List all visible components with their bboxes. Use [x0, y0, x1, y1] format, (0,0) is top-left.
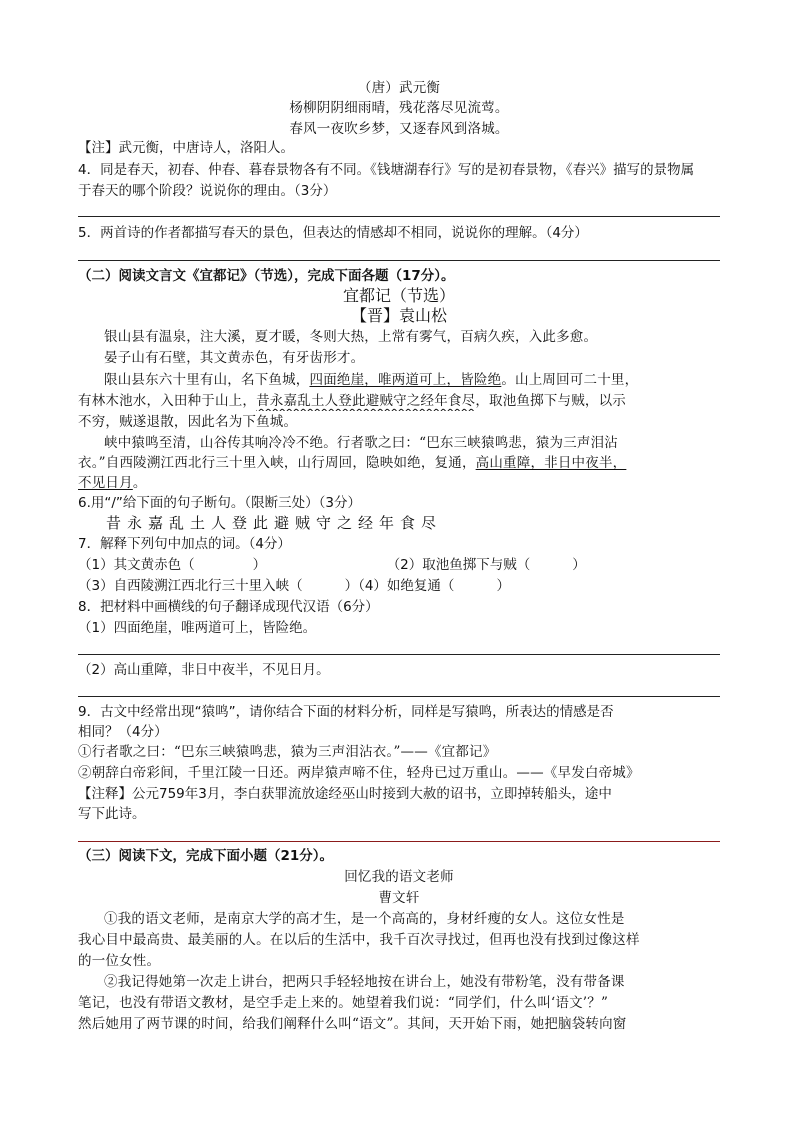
annotation-line-1: 【注释】公元759年3月，李白获罪流放途经巫山时接到大赦的诏书，立即掉转船头，途中 [78, 786, 612, 802]
question-8-item-2: （2）高山重障，非日中夜半，不见日月。 [78, 662, 330, 678]
text-segment: 限山县东六十里有山，名下鱼城， [104, 372, 310, 388]
question-7-row-1 [78, 555, 720, 575]
question-4-line-2: 于春天的哪个阶段？说说你的理由。（3分） [78, 183, 337, 199]
question-8-item-1: （1）四面绝崖，唯两道可上，皆险绝。 [78, 620, 317, 636]
text-paragraph-1: 银山县有温泉，注大溪，夏才暖，冬则大热，上常有雾气，百病久疾，入此多愈。 [104, 329, 598, 345]
text-paragraph-4-line-1: 峡中猿鸣至清，山谷传其响冷冷不绝。行者歌之曰：“巴东三峡猿鸣悲，猿为三声泪沾 [104, 435, 619, 451]
poem-line-2: 春风一夜吹乡梦，又逐春风到洛城。 [289, 121, 509, 137]
article-paragraph-2-line-2: 笔记，也没有带语文教材，是空手走上来的。她望着我们说：“同学们，什么叫‘语文’？” [78, 995, 609, 1011]
paren-close: ） [252, 557, 267, 573]
answer-line-q4[interactable] [78, 216, 720, 217]
section-3-heading: （三）阅读下文，完成下面小题（21分）。 [78, 848, 334, 864]
text-segment: ，取池鱼掷下与贼，以示 [475, 393, 627, 409]
article-author: 曹文轩 [378, 890, 420, 906]
answer-line-q5[interactable] [78, 260, 720, 261]
poem-line-1: 杨柳阴阴细雨晴，残花落尽见流莺。 [289, 100, 509, 116]
paren-close: ） [572, 557, 586, 573]
answer-line-q8-2[interactable] [78, 696, 720, 697]
q7-item-3: （3）自西陵溯江西北行三十里入峡（ [78, 578, 303, 594]
text-paragraph-3-line-3: 不穷，贼遂退散，因此名为下鱼城。 [78, 414, 298, 430]
question-5: 5．两首诗的作者都描写春天的景色，但表达的情感却不相同，说说你的理解。（4分） [78, 225, 588, 241]
underlined-sentence-1: 四面绝崖，唯两道可上，皆险绝 [309, 372, 502, 388]
article-title: 回忆我的语文老师 [344, 869, 454, 885]
question-8: 8．把材料中画横线的句子翻译成现代汉语（6分） [78, 599, 379, 615]
text-paragraph-4-line-3 [78, 473, 720, 493]
question-4-line-1: 4．同是春天，初春、仲春、暮春景物各有不同。《钱塘湖春行》写的是初春景物，《春兴》描写的景物属 [78, 162, 695, 178]
poem-author: （唐）武元衡 [357, 80, 441, 96]
section-2-heading: （二）阅读文言文《宜都记》（节选），完成下面各题（17分）。 [78, 268, 455, 284]
text-segment: 衣。”自西陵溯江西北行三十里入峡，山行周回，隐映如绝，复通， [78, 455, 476, 471]
text-paragraph-4-line-2 [78, 453, 720, 473]
text-author: 【晋】袁山松 [350, 306, 447, 325]
material-1: ①行者歌之曰：“巴东三峡猿鸣悲，猿为三声泪沾衣。”——《宜都记》 [78, 744, 497, 760]
article-paragraph-1-line-1: ①我的语文老师，是南京大学的高才生，是一个高高的，身材纤瘦的女人。这位女性是 [104, 911, 625, 927]
question-6: 6.用“/”给下面的句子断句。（限断三处）（3分） [78, 495, 362, 511]
q7-item-1: （1）其文黄赤色（ [78, 557, 195, 573]
q7-item-2: （2）取池鱼掷下与贼（ [386, 557, 531, 573]
paren-close: ） [496, 578, 510, 594]
text-paragraph-3-line-2 [78, 391, 720, 411]
text-paragraph-3-line-1 [78, 370, 720, 390]
article-paragraph-1-line-3: 的一位女性。 [78, 953, 161, 969]
answer-line-q8-1[interactable] [78, 654, 720, 655]
text-segment: 。山上周回可二十里， [501, 372, 639, 388]
question-7-row-2 [78, 576, 720, 596]
underlined-sentence-2: 高山重障，非日中夜半， [475, 455, 627, 471]
article-paragraph-2-line-1: ②我记得她第一次走上讲台，把两只手轻轻地按在讲台上，她没有带粉笔，没有带备课 [104, 974, 625, 990]
answer-line-q9[interactable] [78, 841, 720, 842]
material-2: ②朝辞白帝彩间，千里江陵一日还。两岸猿声啼不住，轻舟已过万重山。——《早发白帝城》 [78, 765, 640, 781]
question-9-line-2: 相同？（4分） [78, 724, 168, 740]
text-paragraph-2: 晏子山有石壁，其文黄赤色，有牙齿形才。 [104, 350, 365, 366]
question-9-line-1: 9．古文中经常出现“猿鸣”，请你结合下面的材料分析，同样是写猿鸣，所表达的情感是否 [78, 704, 614, 720]
text-segment: 有林木池水，入田种于山上， [78, 393, 257, 409]
article-paragraph-1-line-2: 我心目中最高贵、最美丽的人。在以后的生活中，我千百次寻找过，但再也没有找到过像这样 [78, 932, 640, 948]
article-paragraph-2-line-3: 然后她用了两节课的时间，给我们阐释什么叫“语文”。其间，天开始下雨，她把脑袋转向窗 [78, 1016, 627, 1032]
question-7: 7．解释下列句中加点的词。（4分） [78, 536, 291, 552]
text-title: 宜都记（节选） [342, 286, 455, 305]
question-6-sentence[interactable]: 昔永嘉乱土人登此避贼守之经年食尽 [106, 514, 443, 532]
poem-note: 【注】武元衡，中唐诗人，洛阳人。 [78, 140, 294, 156]
underlined-sentence-2-end: 不见日月 [78, 475, 133, 491]
annotation-line-2: 写下此诗。 [78, 806, 146, 822]
q7-item-4: ）（4）如绝复通（ [344, 578, 455, 594]
wavy-underlined-sentence: 昔永嘉乱土人登此避贼守之经年食尽 [256, 393, 476, 409]
text-segment: 。 [132, 475, 147, 491]
